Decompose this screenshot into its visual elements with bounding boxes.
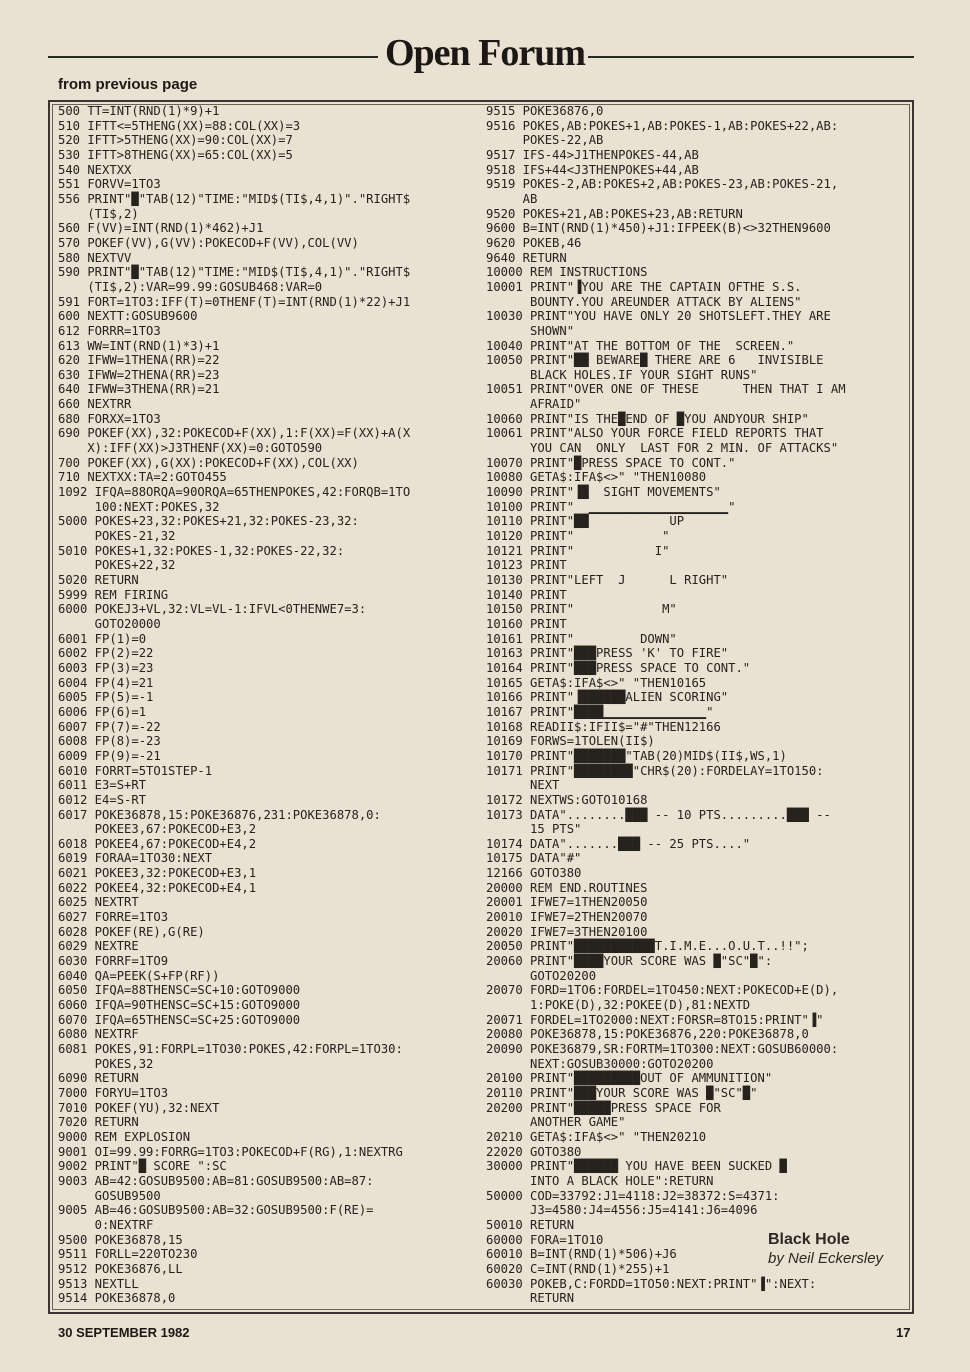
listing-line: 6006 FP(6)=1 bbox=[58, 704, 147, 719]
listing-line: 10167 PRINT"████▁▁▁▁▁▁▁▁▁▁▁▁▁▁" bbox=[486, 704, 714, 719]
listing-line: 10050 PRINT"██ BEWARE█ THERE ARE 6 INVISIBLE bbox=[486, 353, 824, 368]
listing-line: 700 POKEF(XX),G(XX):POKECOD+F(XX),COL(XX) bbox=[58, 455, 359, 470]
listing-line: AB bbox=[486, 191, 538, 206]
listing-line: 60010 B=INT(RND(1)*506)+J6 bbox=[486, 1247, 677, 1262]
listing-line: 5020 RETURN bbox=[58, 573, 139, 587]
listing-line: 20110 PRINT"███YOUR SCORE WAS █"SC"█" bbox=[486, 1085, 758, 1100]
listing-line: BLACK HOLES.IF YOUR SIGHT RUNS" bbox=[486, 367, 758, 382]
listing-line: 20060 PRINT"████YOUR SCORE WAS █"SC"█": bbox=[486, 954, 773, 969]
listing-line: 6028 POKEF(RE),G(RE) bbox=[58, 924, 205, 939]
listing-line: 10173 DATA"........███ -- 10 PTS.........███ -- bbox=[486, 807, 831, 822]
listing-line: 10164 PRINT"███PRESS SPACE TO CONT." bbox=[486, 660, 751, 675]
listing-line: 6004 FP(4)=21 bbox=[58, 675, 154, 690]
listing-line: 10168 READII$:IFII$="#"THEN12166 bbox=[486, 719, 721, 734]
listing-line: 10174 DATA".......███ -- 25 PTS...." bbox=[486, 836, 751, 851]
listing-line: 6060 IFQA=90THENSC=SC+15:GOTO9000 bbox=[58, 998, 301, 1013]
listing-line: 9515 POKE36876,0 bbox=[486, 104, 604, 118]
listing-line: 6027 FORRE=1TO3 bbox=[58, 910, 169, 925]
listing-line: (TI$,2):VAR=99.99:GOSUB468:VAR=0 bbox=[58, 279, 323, 294]
listing-line: POKEE3,67:POKECOD+E3,2 bbox=[58, 822, 257, 837]
listing-line: 10080 GETA$:IFA$<>" "THEN10080 bbox=[486, 470, 707, 485]
listing-line: 7010 POKEF(YU),32:NEXT bbox=[58, 1100, 220, 1115]
listing-line: 20001 IFWE7=1THEN20050 bbox=[486, 895, 648, 910]
listing-line: 500 TT=INT(RND(1)*9)+1 bbox=[58, 104, 220, 118]
listing-line: X):IFF(XX)>J3THENF(XX)=0:GOTO590 bbox=[58, 441, 323, 456]
listing-line: 6080 NEXTRF bbox=[58, 1027, 139, 1042]
listing-line: 6000 POKEJ3+VL,32:VL=VL-1:IFVL<0THENWE7=3: bbox=[58, 602, 367, 617]
listing-line: 6005 FP(5)=-1 bbox=[58, 690, 154, 705]
listing-line: 10051 PRINT"OVER ONE OF THESE THEN THAT I AM bbox=[486, 382, 846, 397]
listing-line: NEXT bbox=[486, 778, 560, 793]
issue-date: 30 SEPTEMBER 1982 bbox=[58, 1325, 190, 1340]
listing-line: 710 NEXTXX:TA=2:GOTO455 bbox=[58, 470, 227, 485]
listing-line: POKES-21,32 bbox=[58, 529, 176, 544]
listing-line: 10169 FORWS=1TOLEN(II$) bbox=[486, 734, 655, 749]
listing-line: POKES,32 bbox=[58, 1056, 154, 1071]
listing-line: 10140 PRINT bbox=[486, 587, 567, 602]
listing-line: 9005 AB=46:GOSUB9500:AB=32:GOSUB9500:F(RE)= bbox=[58, 1203, 374, 1218]
listing-line: 640 IFWW=3THENA(RR)=21 bbox=[58, 382, 220, 397]
listing-line: 556 PRINT"█"TAB(12)"TIME:"MID$(TI$,4,1)"."RIGHT$ bbox=[58, 191, 411, 206]
listing-line: 600 NEXTT:GOSUB9600 bbox=[58, 309, 198, 324]
listing-line: 6019 FORAA=1TO30:NEXT bbox=[58, 851, 213, 866]
listing-line: 620 IFWW=1THENA(RR)=22 bbox=[58, 353, 220, 368]
listing-line: 30000 PRINT"██████ YOU HAVE BEEN SUCKED █ bbox=[486, 1159, 787, 1174]
listing-line: 6050 IFQA=88THENSC=SC+10:GOTO9000 bbox=[58, 983, 301, 998]
listing-line: 10123 PRINT bbox=[486, 558, 567, 573]
listing-line: 9500 POKE36878,15 bbox=[58, 1232, 183, 1247]
listing-line: 6008 FP(8)=-23 bbox=[58, 734, 161, 749]
listing-line: 10060 PRINT"IS THE█END OF █YOU ANDYOUR SHIP" bbox=[486, 411, 809, 426]
listing-line: 9516 POKES,AB:POKES+1,AB:POKES-1,AB:POKES+22,AB: bbox=[486, 118, 839, 133]
listing-line: RETURN bbox=[486, 1291, 575, 1306]
listing-line: 6017 POKE36878,15:POKE36876,231:POKE36878,0: bbox=[58, 807, 381, 822]
listing-line: 7000 FORYU=1TO3 bbox=[58, 1085, 169, 1100]
listing-line: 22020 GOTO380 bbox=[486, 1144, 582, 1159]
listing-line: 580 NEXTVV bbox=[58, 250, 132, 265]
listing-line: (TI$,2) bbox=[58, 206, 139, 221]
listing-line: 591 FORT=1TO3:IFF(T)=0THENF(T)=INT(RND(1)*22)+J1 bbox=[58, 294, 411, 309]
listing-line: 10030 PRINT"YOU HAVE ONLY 20 SHOTSLEFT.THEY ARE bbox=[486, 309, 831, 324]
page-title: Open Forum bbox=[384, 32, 586, 74]
listing-line: SHOWN" bbox=[486, 323, 575, 338]
listing-line: 6022 POKEE4,32:POKECOD+E4,1 bbox=[58, 880, 257, 895]
listing-line: 60030 POKEB,C:FORDD=1TO50:NEXT:PRINT"▐":NEXT: bbox=[486, 1276, 817, 1291]
listing-line: 5010 POKES+1,32:POKES-1,32:POKES-22,32: bbox=[58, 543, 345, 558]
listing-line: 20100 PRINT"█████████OUT OF AMMUNITION" bbox=[486, 1071, 773, 1086]
listing-line: 660 NEXTRR bbox=[58, 397, 132, 412]
listing-line: 6007 FP(7)=-22 bbox=[58, 719, 161, 734]
listing-line: 10163 PRINT"███PRESS 'K' TO FIRE" bbox=[486, 646, 729, 661]
listing-line: GOTO20200 bbox=[486, 968, 597, 983]
listing-line: BOUNTY.YOU AREUNDER ATTACK BY ALIENS" bbox=[486, 294, 802, 309]
listing-line: 10061 PRINT"ALSO YOUR FORCE FIELD REPORTS THAT bbox=[486, 426, 824, 441]
listing-line: 10070 PRINT"█PRESS SPACE TO CONT." bbox=[486, 455, 736, 470]
listing-line: 10000 REM INSTRUCTIONS bbox=[486, 265, 648, 280]
listing-line: 6021 POKEE3,32:POKECOD+E3,1 bbox=[58, 866, 257, 881]
listing-line: 5000 POKES+23,32:POKES+21,32:POKES-23,32: bbox=[58, 514, 359, 529]
listing-line: INTO A BLACK HOLE":RETURN bbox=[486, 1173, 714, 1188]
listing-line: 5999 REM FIRING bbox=[58, 587, 169, 602]
listing-line: 9514 POKE36878,0 bbox=[58, 1291, 176, 1306]
listing-line: 6012 E4=S-RT bbox=[58, 792, 147, 807]
listing-line: 6040 QA=PEEK(S+FP(RF)) bbox=[58, 968, 220, 983]
listing-line: 9517 IFS-44>J1THENPOKES-44,AB bbox=[486, 147, 699, 162]
listing-line: 9519 POKES-2,AB:POKES+2,AB:POKES-23,AB:POKES-21, bbox=[486, 177, 839, 192]
listing-line: 10172 NEXTWS:GOTO10168 bbox=[486, 792, 648, 807]
listing-line: 20010 IFWE7=2THEN20070 bbox=[486, 910, 648, 925]
listing-line: 690 POKEF(XX),32:POKECOD+F(XX),1:F(XX)=F(XX)+A(X bbox=[58, 426, 411, 441]
listing-line: 15 PTS" bbox=[486, 822, 582, 837]
listing-line: 590 PRINT"█"TAB(12)"TIME:"MID$(TI$,4,1)"."RIGHT$ bbox=[58, 265, 411, 280]
listing-line: 9600 B=INT(RND(1)*450)+J1:IFPEEK(B)<>32THEN9600 bbox=[486, 221, 831, 236]
listing-line: 6011 E3=S+RT bbox=[58, 778, 147, 793]
listing-line: 613 WW=INT(RND(1)*3)+1 bbox=[58, 338, 220, 353]
listing-line: 9620 POKEB,46 bbox=[486, 235, 582, 250]
listing-line: 6002 FP(2)=22 bbox=[58, 646, 154, 661]
listing-line: POKES-22,AB bbox=[486, 133, 604, 148]
listing-line: 60000 FORA=1TO10 bbox=[486, 1232, 604, 1247]
listing-line: 570 POKEF(VV),G(VV):POKECOD+F(VV),COL(VV) bbox=[58, 235, 359, 250]
listing-line: 6018 POKEE4,67:POKECOD+E4,2 bbox=[58, 836, 257, 851]
listing-line: 20090 POKE36879,SR:FORTM=1TO300:NEXT:GOSUB60000: bbox=[486, 1042, 839, 1056]
listing-line: 10150 PRINT" M" bbox=[486, 602, 677, 617]
listing-line: 50000 COD=33792:J1=4118:J2=38372:S=4371: bbox=[486, 1188, 780, 1203]
listing-column-right bbox=[486, 104, 904, 1306]
listing-line: 20020 IFWE7=3THEN20100 bbox=[486, 924, 648, 939]
listing-line: 6009 FP(9)=-21 bbox=[58, 748, 161, 763]
listing-line: 20070 FORD=1TO6:FORDEL=1TO450:NEXT:POKECOD+E(D), bbox=[486, 983, 839, 998]
listing-line: 7020 RETURN bbox=[58, 1115, 139, 1130]
listing-line: 6029 NEXTRE bbox=[58, 939, 139, 954]
listing-line: 10121 PRINT" I" bbox=[486, 543, 670, 558]
listing-line: 9002 PRINT"█ SCORE ":SC bbox=[58, 1159, 227, 1174]
listing-line: 10100 PRINT" ▁▁▁▁▁▁▁▁▁▁▁▁▁▁▁▁▁▁▁" bbox=[486, 499, 736, 514]
listing-line: 6030 FORRF=1TO9 bbox=[58, 954, 169, 969]
listing-line: 9511 FORLL=220TO230 bbox=[58, 1247, 198, 1262]
listing-line: 9513 NEXTLL bbox=[58, 1276, 139, 1291]
listing-line: 20000 REM END.ROUTINES bbox=[486, 880, 648, 895]
listing-line: 6090 RETURN bbox=[58, 1071, 139, 1086]
listing-line: 551 FORVV=1TO3 bbox=[58, 177, 161, 192]
listing-line: 530 IFTT>8THENG(XX)=65:COL(XX)=5 bbox=[58, 147, 293, 162]
listing-line: GOSUB9500 bbox=[58, 1188, 161, 1203]
listing-column-left bbox=[58, 104, 480, 1306]
listing-line: 20050 PRINT"███████████T.I.M.E...O.U.T..!!"; bbox=[486, 939, 809, 954]
listing-line: 1092 IFQA=88ORQA=90ORQA=65THENPOKES,42:FORQB=1TO bbox=[58, 485, 411, 500]
listing-line: 6010 FORRT=5TO1STEP-1 bbox=[58, 763, 213, 778]
listing-line: 20200 PRINT"█████PRESS SPACE FOR bbox=[486, 1100, 721, 1115]
listing-line: 9000 REM EXPLOSION bbox=[58, 1129, 191, 1144]
listing-line: 6070 IFQA=65THENSC=SC+25:GOTO9000 bbox=[58, 1012, 301, 1027]
listing-line: 10166 PRINT"▐██████ALIEN SCORING" bbox=[486, 690, 729, 705]
program-title: Black Hole bbox=[768, 1231, 850, 1248]
listing-line: YOU CAN ONLY LAST FOR 2 MIN. OF ATTACKS" bbox=[486, 441, 839, 456]
listing-line: 50010 RETURN bbox=[486, 1217, 575, 1232]
header-rule-left bbox=[48, 56, 378, 58]
listing-line: 10130 PRINT"LEFT J L RIGHT" bbox=[486, 573, 729, 587]
continued-label: from previous page bbox=[58, 76, 198, 93]
listing-line: 10110 PRINT"██ UP bbox=[486, 514, 685, 529]
listing-line: 680 FORXX=1TO3 bbox=[58, 411, 161, 426]
listing-line: 10090 PRINT"▐█ SIGHT MOVEMENTS" bbox=[486, 485, 721, 500]
listing-line: 612 FORRR=1TO3 bbox=[58, 323, 161, 338]
listing-line: 10120 PRINT" " bbox=[486, 529, 670, 544]
listing-line: 6003 FP(3)=23 bbox=[58, 660, 154, 675]
listing-line: 6081 POKES,91:FORPL=1TO30:POKES,42:FORPL=1TO30: bbox=[58, 1042, 403, 1056]
listing-line: 20080 POKE36878,15:POKE36876,220:POKE36878,0 bbox=[486, 1027, 809, 1042]
listing-line: 9520 POKES+21,AB:POKES+23,AB:RETURN bbox=[486, 206, 743, 221]
header-rule-right bbox=[588, 56, 914, 58]
listing-line: 10040 PRINT"AT THE BOTTOM OF THE SCREEN." bbox=[486, 338, 795, 353]
listing-line: 510 IFTT<=5THENG(XX)=88:COL(XX)=3 bbox=[58, 118, 301, 133]
listing-line: 60020 C=INT(RND(1)*255)+1 bbox=[486, 1261, 670, 1276]
listing-line: NEXT:GOSUB30000:GOTO20200 bbox=[486, 1056, 714, 1071]
listing-line: ANOTHER GAME" bbox=[486, 1115, 626, 1130]
listing-line: J3=4580:J4=4556:J5=4141:J6=4096 bbox=[486, 1203, 758, 1218]
listing-line: 20071 FORDEL=1TO2000:NEXT:FORSR=8TO15:PRINT"▐" bbox=[486, 1012, 824, 1027]
listing-line: 10171 PRINT"████████"CHR$(20):FORDELAY=1TO150: bbox=[486, 763, 824, 778]
listing-line: 0:NEXTRF bbox=[58, 1217, 154, 1232]
listing-line: 9003 AB=42:GOSUB9500:AB=81:GOSUB9500:AB=87: bbox=[58, 1173, 374, 1188]
listing-line: 10165 GETA$:IFA$<>" "THEN10165 bbox=[486, 675, 707, 690]
listing-line: 9640 RETURN bbox=[486, 250, 567, 265]
listing-line: 10161 PRINT" DOWN" bbox=[486, 631, 677, 646]
listing-line: 10160 PRINT bbox=[486, 616, 567, 631]
listing-line: 10001 PRINT"▐YOU ARE THE CAPTAIN OFTHE S.S. bbox=[486, 279, 802, 294]
listing-line: 9518 IFS+44<J3THENPOKES+44,AB bbox=[486, 162, 699, 177]
listing-line: POKES+22,32 bbox=[58, 558, 176, 573]
listing-line: 9512 POKE36876,LL bbox=[58, 1261, 183, 1276]
listing-line: 540 NEXTXX bbox=[58, 162, 132, 177]
listing-line: 560 F(VV)=INT(RND(1)*462)+J1 bbox=[58, 221, 264, 236]
listing-line: 6001 FP(1)=0 bbox=[58, 631, 147, 646]
page-number: 17 bbox=[896, 1325, 911, 1340]
listing-line: 1:POKE(D),32:POKEE(D),81:NEXTD bbox=[486, 998, 751, 1013]
listing-line: 9001 OI=99.99:FORRG=1TO3:POKECOD+F(RG),1:NEXTRG bbox=[58, 1144, 403, 1159]
listing-line: 10175 DATA"#" bbox=[486, 851, 582, 866]
listing-line: 20210 GETA$:IFA$<>" "THEN20210 bbox=[486, 1129, 707, 1144]
listing-line: 12166 GOTO380 bbox=[486, 866, 582, 881]
listing-line: 100:NEXT:POKES,32 bbox=[58, 499, 220, 514]
listing-line: 6025 NEXTRT bbox=[58, 895, 139, 910]
listing-line: GOTO20000 bbox=[58, 616, 161, 631]
listing-line: 630 IFWW=2THENA(RR)=23 bbox=[58, 367, 220, 382]
program-author: by Neil Eckersley bbox=[768, 1250, 884, 1267]
listing-line: 520 IFTT>5THENG(XX)=90:COL(XX)=7 bbox=[58, 133, 293, 148]
listing-line: AFRAID" bbox=[486, 397, 582, 412]
listing-line: 10170 PRINT"███████"TAB(20)MID$(II$,WS,1) bbox=[486, 748, 787, 763]
